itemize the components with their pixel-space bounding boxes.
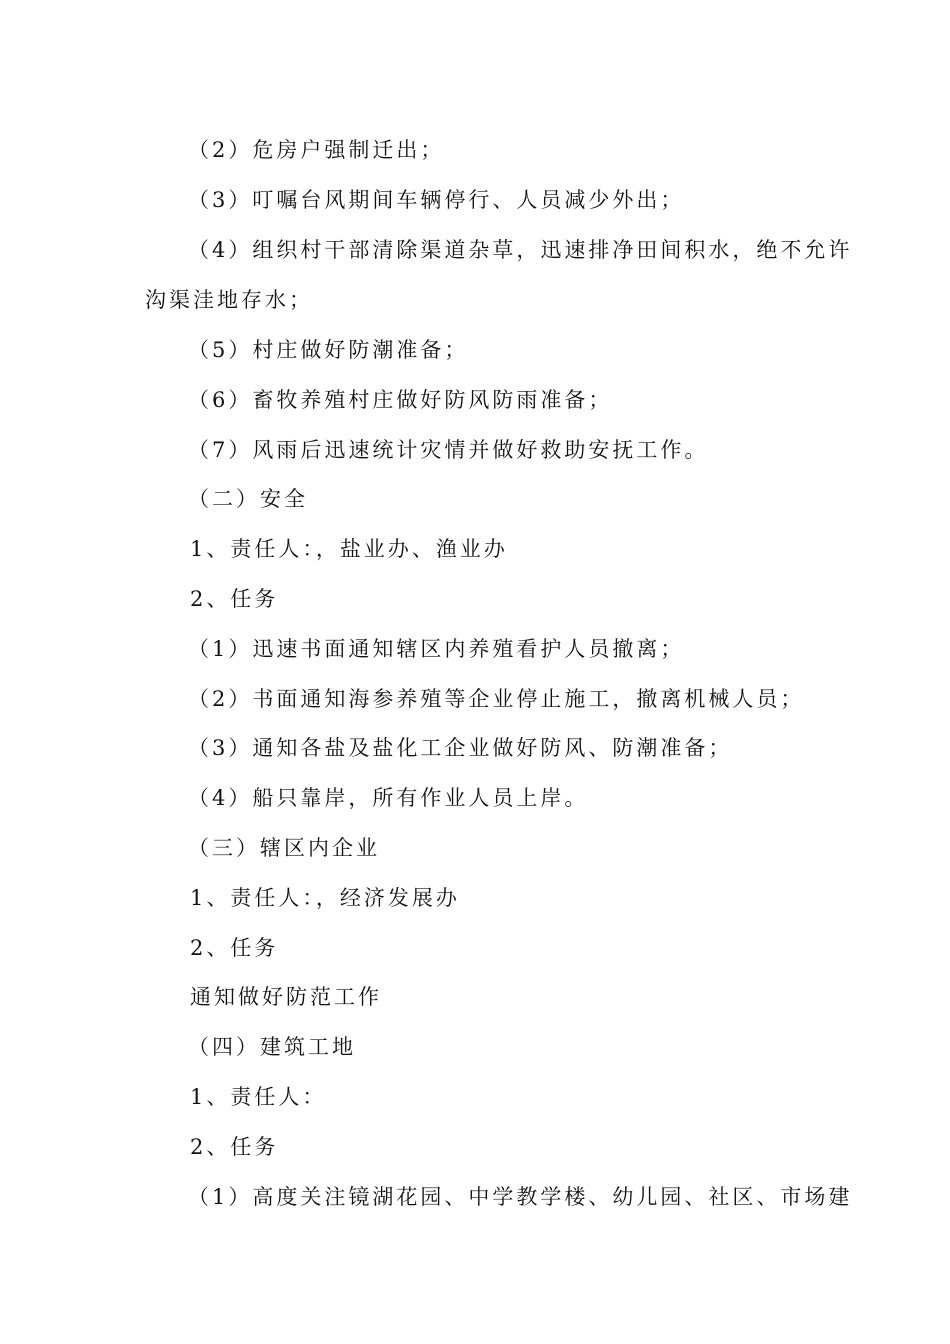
task-heading-safety: 2、任务: [190, 587, 279, 611]
section-heading-safety: （二）安全: [188, 487, 308, 511]
responsible-person-enterprises: 1、责任人：，经济发展办: [190, 886, 460, 910]
task-item-2-stop-construction: （2）书面通知海参养殖等企业停止施工，撤离机械人员；: [188, 687, 805, 711]
task-heading-construction: 2、任务: [190, 1135, 279, 1159]
task-item-3-salt-enterprises: （3）通知各盐及盐化工企业做好防风、防潮准备；: [188, 736, 733, 760]
task-item-3-vehicles-people: （3）叮嘱台风期间车辆停行、人员减少外出；: [188, 188, 685, 212]
responsible-person-construction: 1、责任人：: [190, 1085, 327, 1109]
task-item-notify-prevention: 通知做好防范工作: [190, 985, 382, 1009]
responsible-person-safety: 1、责任人：，盐业办、渔业办: [190, 537, 508, 561]
task-heading-enterprises: 2、任务: [190, 936, 279, 960]
task-item-4-boats-ashore: （4）船只靠岸，所有作业人员上岸。: [188, 786, 589, 810]
task-item-2-dangerous-housing: （2）危房户强制迁出；: [188, 138, 445, 162]
task-item-6-livestock: （6）畜牧养殖村庄做好防风防雨准备；: [188, 388, 613, 412]
task-item-1-evacuate-guards: （1）迅速书面通知辖区内养殖看护人员撤离；: [188, 637, 685, 661]
task-item-1-monitor-sites: （1）高度关注镜湖花园、中学教学楼、幼儿园、社区、市场建: [188, 1185, 853, 1209]
task-item-4-drainage: （4）组织村干部清除渠道杂草，迅速排净田间积水，绝不允许: [188, 238, 853, 262]
task-item-4-continuation: 沟渠洼地存水；: [145, 288, 313, 312]
section-heading-enterprises: （三）辖区内企业: [188, 836, 380, 860]
task-item-7-disaster-stats: （7）风雨后迅速统计灾情并做好救助安抚工作。: [188, 438, 709, 462]
task-item-5-village-tide: （5）村庄做好防潮准备；: [188, 338, 469, 362]
section-heading-construction: （四）建筑工地: [188, 1035, 356, 1059]
